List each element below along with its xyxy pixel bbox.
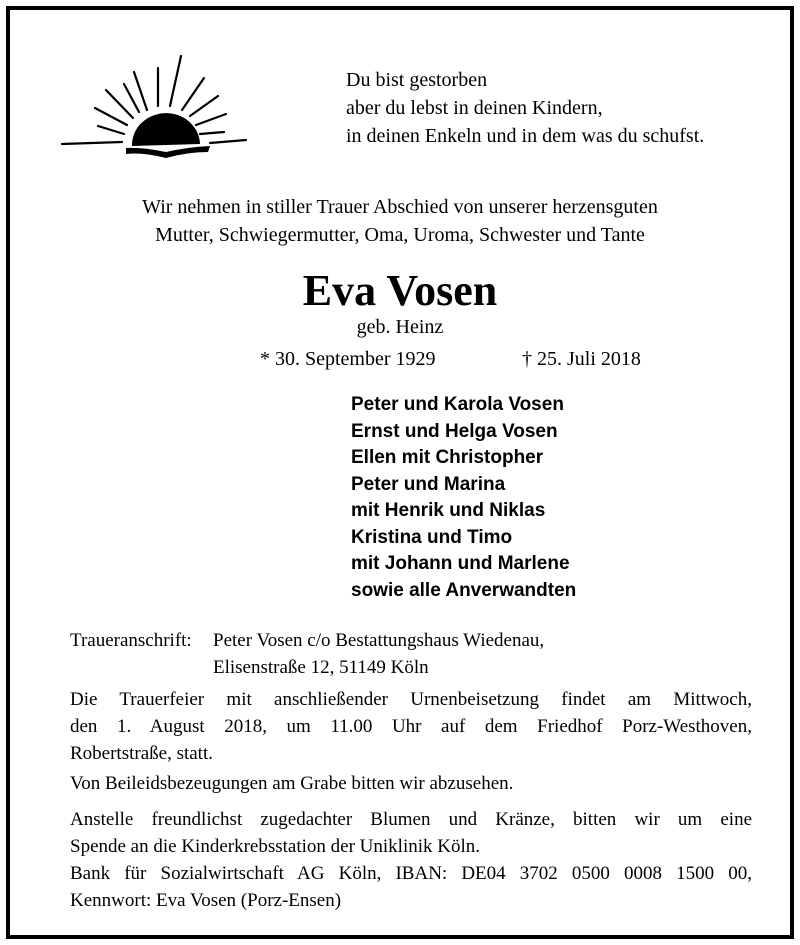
donation-line: Spende an die Kinderkrebsstation der Uniklinik Köln. [70,836,481,857]
mourner: Ellen mit Christopher [351,447,544,468]
obituary-frame [6,6,794,939]
ceremony-line: Die Trauerfeier mit anschließender Urnenbeisetzung findet am Mittwoch, [70,689,752,710]
address-line1: Peter Vosen c/o Bestattungshaus Wiedenau, [213,630,545,651]
mourner: Kristina und Timo [351,526,513,548]
mourner: mit Henrik und Niklas [351,500,546,521]
donation-line: Kennwort: Eva Vosen (Porz-Ensen) [70,890,342,911]
condolence-note: Von Beileidsbezeugungen am Grabe bitten wir abzusehen. [70,773,514,794]
mourner: mit Johann und Marlene [351,553,570,574]
donation-line: Bank für Sozialwirtschaft AG Köln, IBAN: DE04 3702 0500 0008 1500 00, [70,863,752,884]
address-line2: Elisenstraße 12, 51149 Köln [213,657,429,678]
mourner: Peter und Karola Vosen [351,394,564,415]
mourner: sowie alle Anverwandten [351,579,577,601]
birth-date: * 30. September 1929 [260,348,436,370]
rising-sun-icon [50,48,250,168]
donation-line: Anstelle freundlichst zugedachter Blumen und Kränze, bitten wir um eine [70,809,752,830]
ceremony-line: Robertstraße, statt. [70,743,213,764]
ceremony-info [70,686,752,767]
mourners-list [351,392,576,604]
quote-line: aber du lebst in deinen Kindern, [346,97,603,119]
mourner: Ernst und Helga Vosen [351,420,558,442]
quote-line: Du bist gestorben [346,69,488,91]
mourner: Peter und Marina [351,473,506,495]
intro-line: Mutter, Schwiegermutter, Oma, Uroma, Schwester und Tante [155,224,645,246]
death-date: † 25. Juli 2018 [522,348,641,370]
mourning-address [70,627,544,681]
intro-line: Wir nehmen in stiller Trauer Abschied von unserer herzensguten [142,196,658,218]
donation-info [70,806,752,914]
memorial-quote [346,66,704,150]
deceased-name: Eva Vosen [302,266,498,315]
quote-line: in deinen Enkeln und in dem was du schufst. [346,125,705,147]
birth-name: geb. Heinz [356,316,444,338]
farewell-intro [10,193,790,249]
ceremony-line: den 1. August 2018, um 11.00 Uhr auf dem Friedhof Porz-Westhoven, [70,716,752,737]
address-label: Traueranschrift: [70,630,192,651]
